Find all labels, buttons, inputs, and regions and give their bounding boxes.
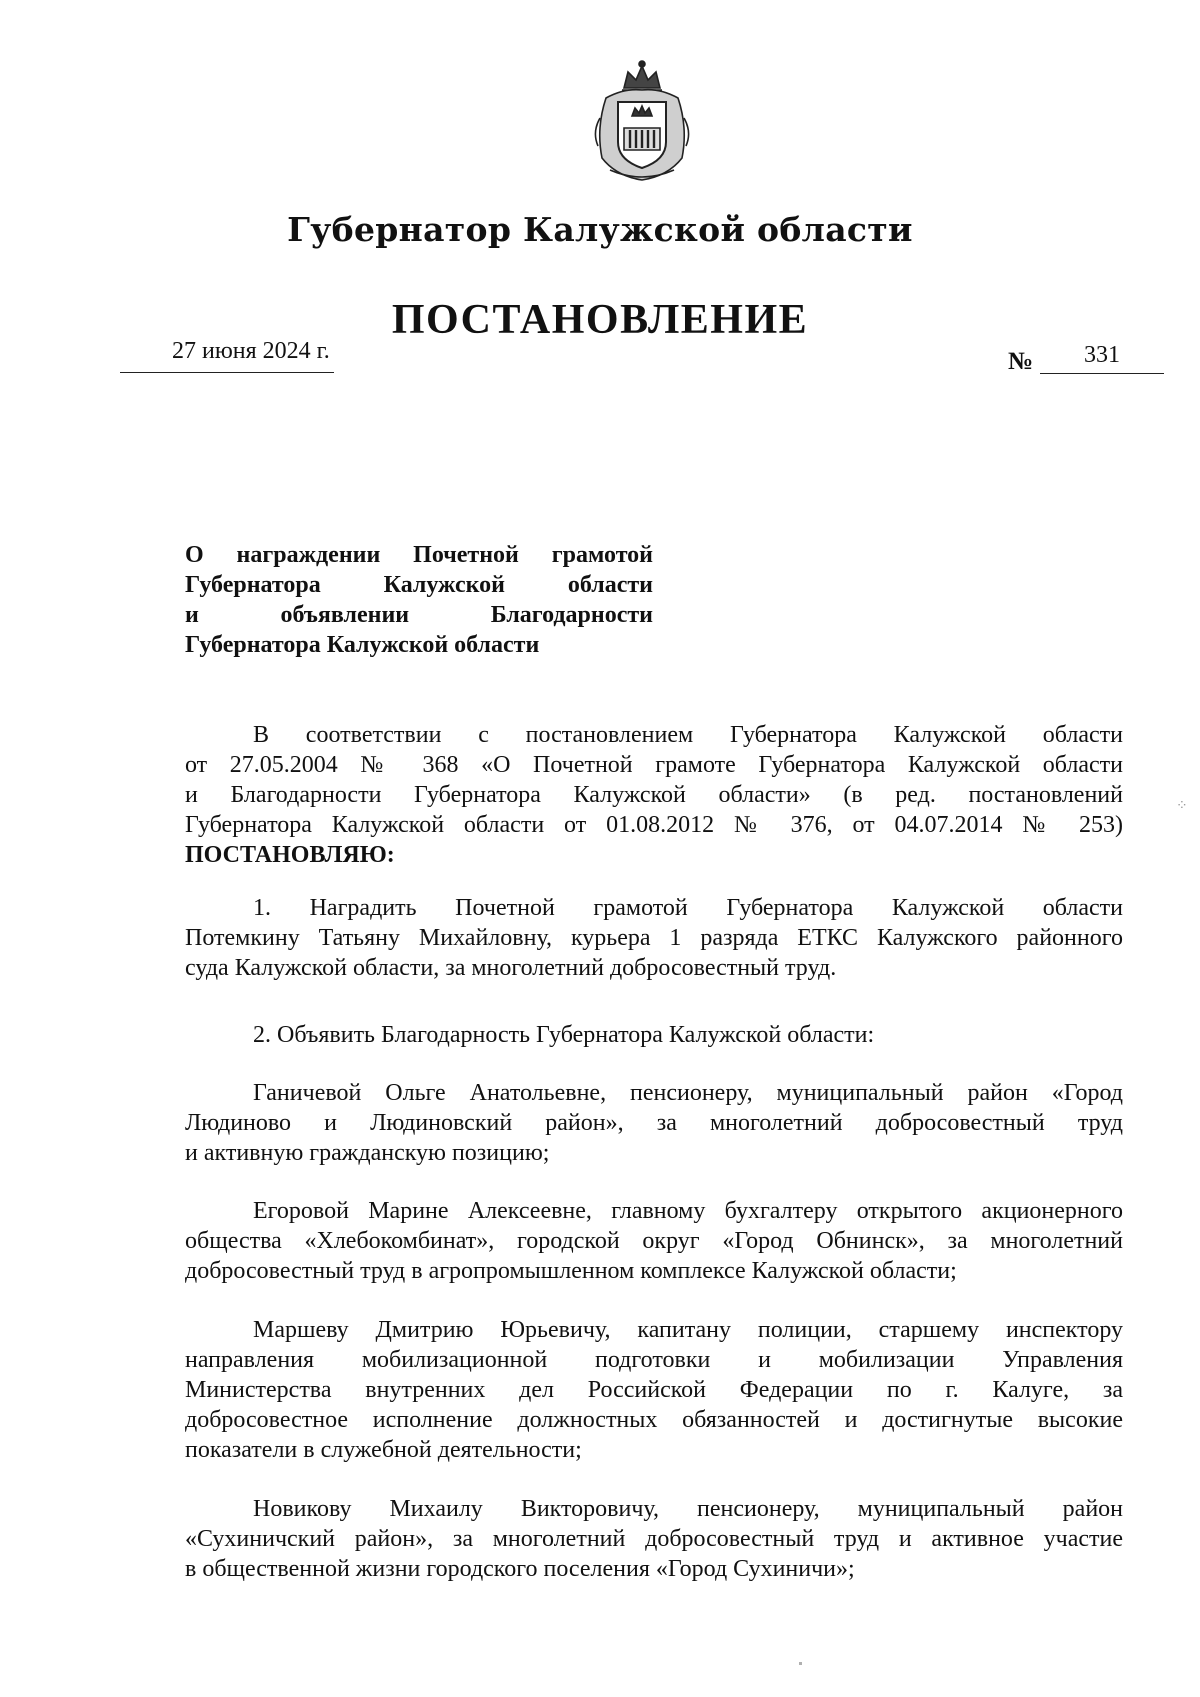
scan-dot bbox=[799, 1662, 802, 1665]
item-1-line: суда Калужской области, за многолетний добросовестный труд. bbox=[185, 955, 837, 981]
document-date: 27 июня 2024 г. bbox=[172, 338, 330, 364]
awardee-line: Людиново и Людиновский район», за многолетний добросовестный труд bbox=[185, 1110, 1123, 1136]
awardee-paragraph bbox=[185, 1196, 1123, 1286]
awardee-line: Ганичевой Ольге Анатольевне, пенсионеру, муниципальный район «Город bbox=[253, 1080, 1123, 1106]
subject-line: О награждении Почетной грамотой bbox=[185, 542, 653, 568]
scan-speck: ⁘ bbox=[1176, 798, 1188, 814]
awardee-paragraph bbox=[185, 1494, 1123, 1584]
preamble-line: В соответствии с постановлением Губернатора Калужской области bbox=[253, 722, 1123, 748]
item-1-line: 1. Наградить Почетной грамотой Губернатора Калужской области bbox=[253, 895, 1123, 921]
awardee-line: Министерства внутренних дел Российской Федерации по г. Калуге, за bbox=[185, 1377, 1123, 1403]
awardee-line: показатели в служебной деятельности; bbox=[185, 1437, 582, 1463]
preamble-paragraph bbox=[185, 720, 1123, 870]
preamble-line: Губернатора Калужской области от 01.08.2012 № 376, от 04.07.2014 № 253) bbox=[185, 812, 1123, 838]
item-2-heading bbox=[185, 1020, 1123, 1050]
item-1-line: Потемкину Татьяну Михайловну, курьера 1 разряда ЕТКС Калужского районного bbox=[185, 925, 1123, 951]
document-type: ПОСТАНОВЛЕНИЕ bbox=[391, 297, 809, 343]
issuer-title: Губернатор Калужской области bbox=[287, 210, 913, 249]
coat-of-arms-icon bbox=[586, 58, 698, 182]
awardee-line: Егоровой Марине Алексеевне, главному бухгалтеру открытого акционерного bbox=[253, 1198, 1123, 1224]
preamble-line: и Благодарности Губернатора Калужской области» (в ред. постановлений bbox=[185, 782, 1123, 808]
document-subject bbox=[185, 540, 653, 660]
date-underline bbox=[120, 372, 334, 373]
decree-word: ПОСТАНОВЛЯЮ: bbox=[185, 842, 395, 868]
number-underline bbox=[1040, 373, 1164, 374]
item-2-heading-text: 2. Объявить Благодарность Губернатора Калужской области: bbox=[253, 1022, 875, 1048]
number-sign: № bbox=[1008, 348, 1034, 375]
awardee-line: Новикову Михаилу Викторовичу, пенсионеру, муниципальный район bbox=[253, 1496, 1123, 1522]
awardee-line: в общественной жизни городского поселения «Город Сухиничи»; bbox=[185, 1556, 855, 1582]
subject-line: Губернатора Калужской области bbox=[185, 632, 540, 658]
awardee-line: общества «Хлебокомбинат», городской округ «Город Обнинск», за многолетний bbox=[185, 1228, 1123, 1254]
awardee-line: «Сухиничский район», за многолетний добросовестный труд и активное участие bbox=[185, 1526, 1123, 1552]
document-number: 331 bbox=[1084, 342, 1120, 368]
item-1-paragraph bbox=[185, 893, 1123, 983]
preamble-line: от 27.05.2004 № 368 «О Почетной грамоте Губернатора Калужской области bbox=[185, 752, 1123, 778]
awardee-line: добросовестный труд в агропромышленном комплексе Калужской области; bbox=[185, 1258, 957, 1284]
awardee-line: добросовестное исполнение должностных обязанностей и достигнутые высокие bbox=[185, 1407, 1123, 1433]
awardee-line: направления мобилизационной подготовки и мобилизации Управления bbox=[185, 1347, 1123, 1373]
awardee-paragraph bbox=[185, 1315, 1123, 1465]
subject-line: и объявлении Благодарности bbox=[185, 602, 653, 628]
subject-line: Губернатора Калужской области bbox=[185, 572, 653, 598]
awardee-paragraph bbox=[185, 1078, 1123, 1168]
awardee-line: и активную гражданскую позицию; bbox=[185, 1140, 550, 1166]
awardee-line: Маршеву Дмитрию Юрьевичу, капитану полиции, старшему инспектору bbox=[253, 1317, 1123, 1343]
